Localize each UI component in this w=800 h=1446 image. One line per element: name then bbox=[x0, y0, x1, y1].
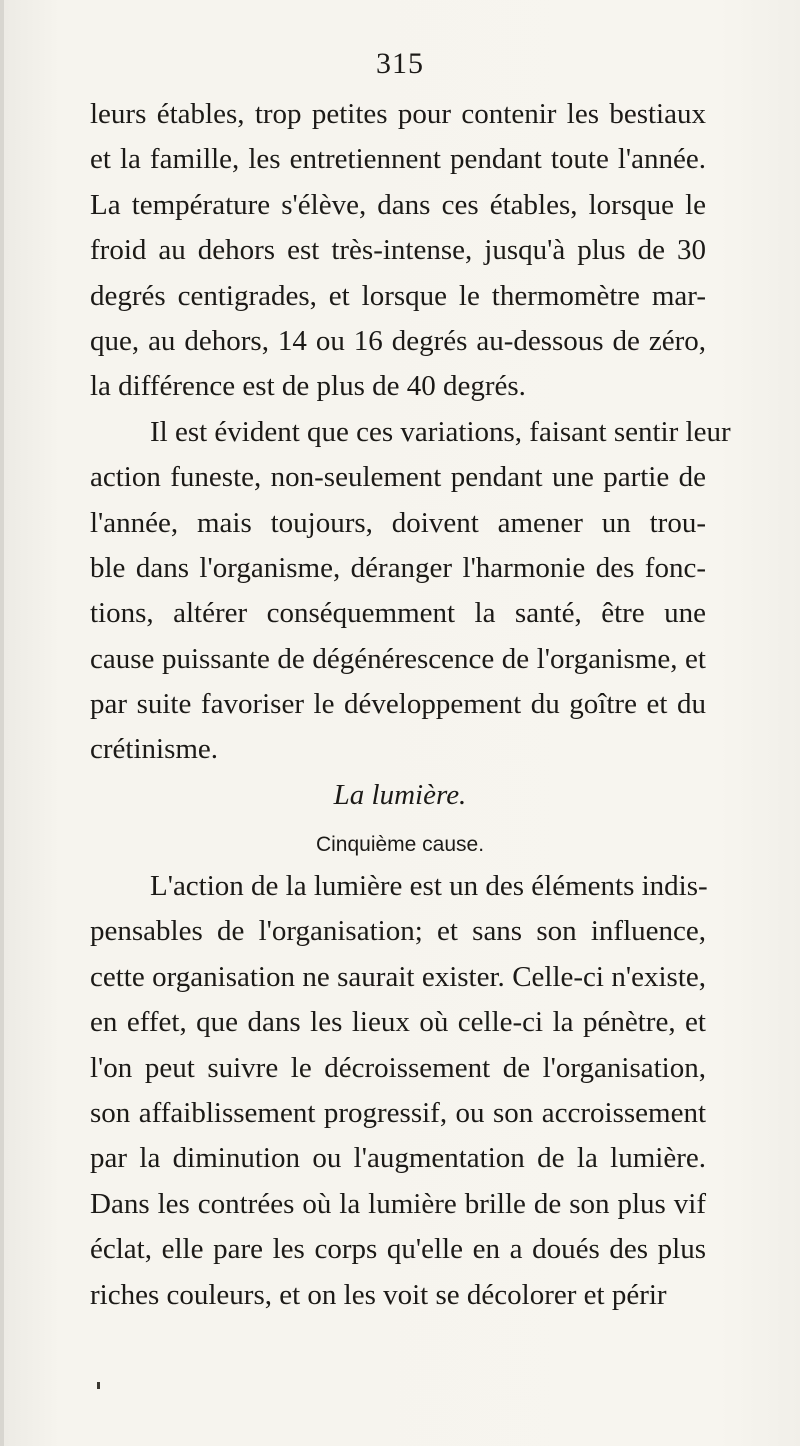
text-line: cette organisation ne saurait exister. Celle-ci n'existe, bbox=[90, 960, 706, 993]
text-line: Dans les contrées où la lumière brille de son plus vif bbox=[90, 1187, 706, 1220]
text-line: crétinisme. bbox=[90, 733, 219, 766]
page-binding-edge bbox=[0, 0, 4, 1446]
text-line: riches couleurs, et on les voit se décolorer et périr bbox=[90, 1278, 667, 1311]
text-line: leurs étables, trop petites pour contenir les bestiaux bbox=[90, 98, 706, 130]
section-title: La lumière. bbox=[333, 779, 467, 811]
text-line: pensables de l'organisation; et sans son influence, bbox=[90, 915, 706, 948]
text-line: en effet, que dans les lieux où celle-ci la pénètre, et bbox=[90, 1006, 706, 1039]
text-line: action funeste, non-seulement pendant une partie de bbox=[90, 461, 706, 494]
text-line: degrés centigrades, et lorsque le thermomètre mar- bbox=[90, 279, 706, 312]
text-line: Il est évident que ces variations, faisant sentir leur bbox=[150, 415, 731, 448]
text-line: l'année, mais toujours, doivent amener un trou- bbox=[90, 506, 706, 539]
text-line: tions, altérer conséquemment la santé, être une bbox=[90, 597, 706, 630]
text-line: éclat, elle pare les corps qu'elle en a doués des plus bbox=[90, 1233, 706, 1266]
section-subtitle: Cinquième cause. bbox=[315, 833, 485, 856]
text-line: par suite favoriser le développement du goître et du bbox=[90, 688, 706, 721]
text-line: que, au dehors, 14 ou 16 degrés au-dessous de zéro, bbox=[90, 324, 706, 357]
page-number: 315 bbox=[376, 47, 424, 80]
text-line: La température s'élève, dans ces étables, lorsque le bbox=[90, 188, 706, 221]
text-line: la différence est de plus de 40 degrés. bbox=[90, 370, 526, 403]
text-line: L'action de la lumière est un des éléments indis- bbox=[150, 870, 708, 902]
ink-speck bbox=[97, 1382, 100, 1389]
text-line: l'on peut suivre le décroissement de l'organisation, bbox=[90, 1051, 706, 1084]
text-line: froid au dehors est très-intense, jusqu'à plus de 30 bbox=[90, 234, 706, 267]
text-line: et la famille, les entretiennent pendant toute l'année. bbox=[90, 143, 706, 176]
text-line: par la diminution ou l'augmentation de la lumière. bbox=[90, 1142, 706, 1175]
body-text-lower bbox=[90, 864, 706, 1318]
text-line: cause puissante de dégénérescence de l'organisme, et bbox=[90, 642, 706, 675]
text-line: son affaiblissement progressif, ou son accroissement bbox=[90, 1096, 706, 1129]
body-text-upper bbox=[90, 92, 731, 773]
text-line: ble dans l'organisme, déranger l'harmonie des fonc- bbox=[90, 551, 706, 584]
